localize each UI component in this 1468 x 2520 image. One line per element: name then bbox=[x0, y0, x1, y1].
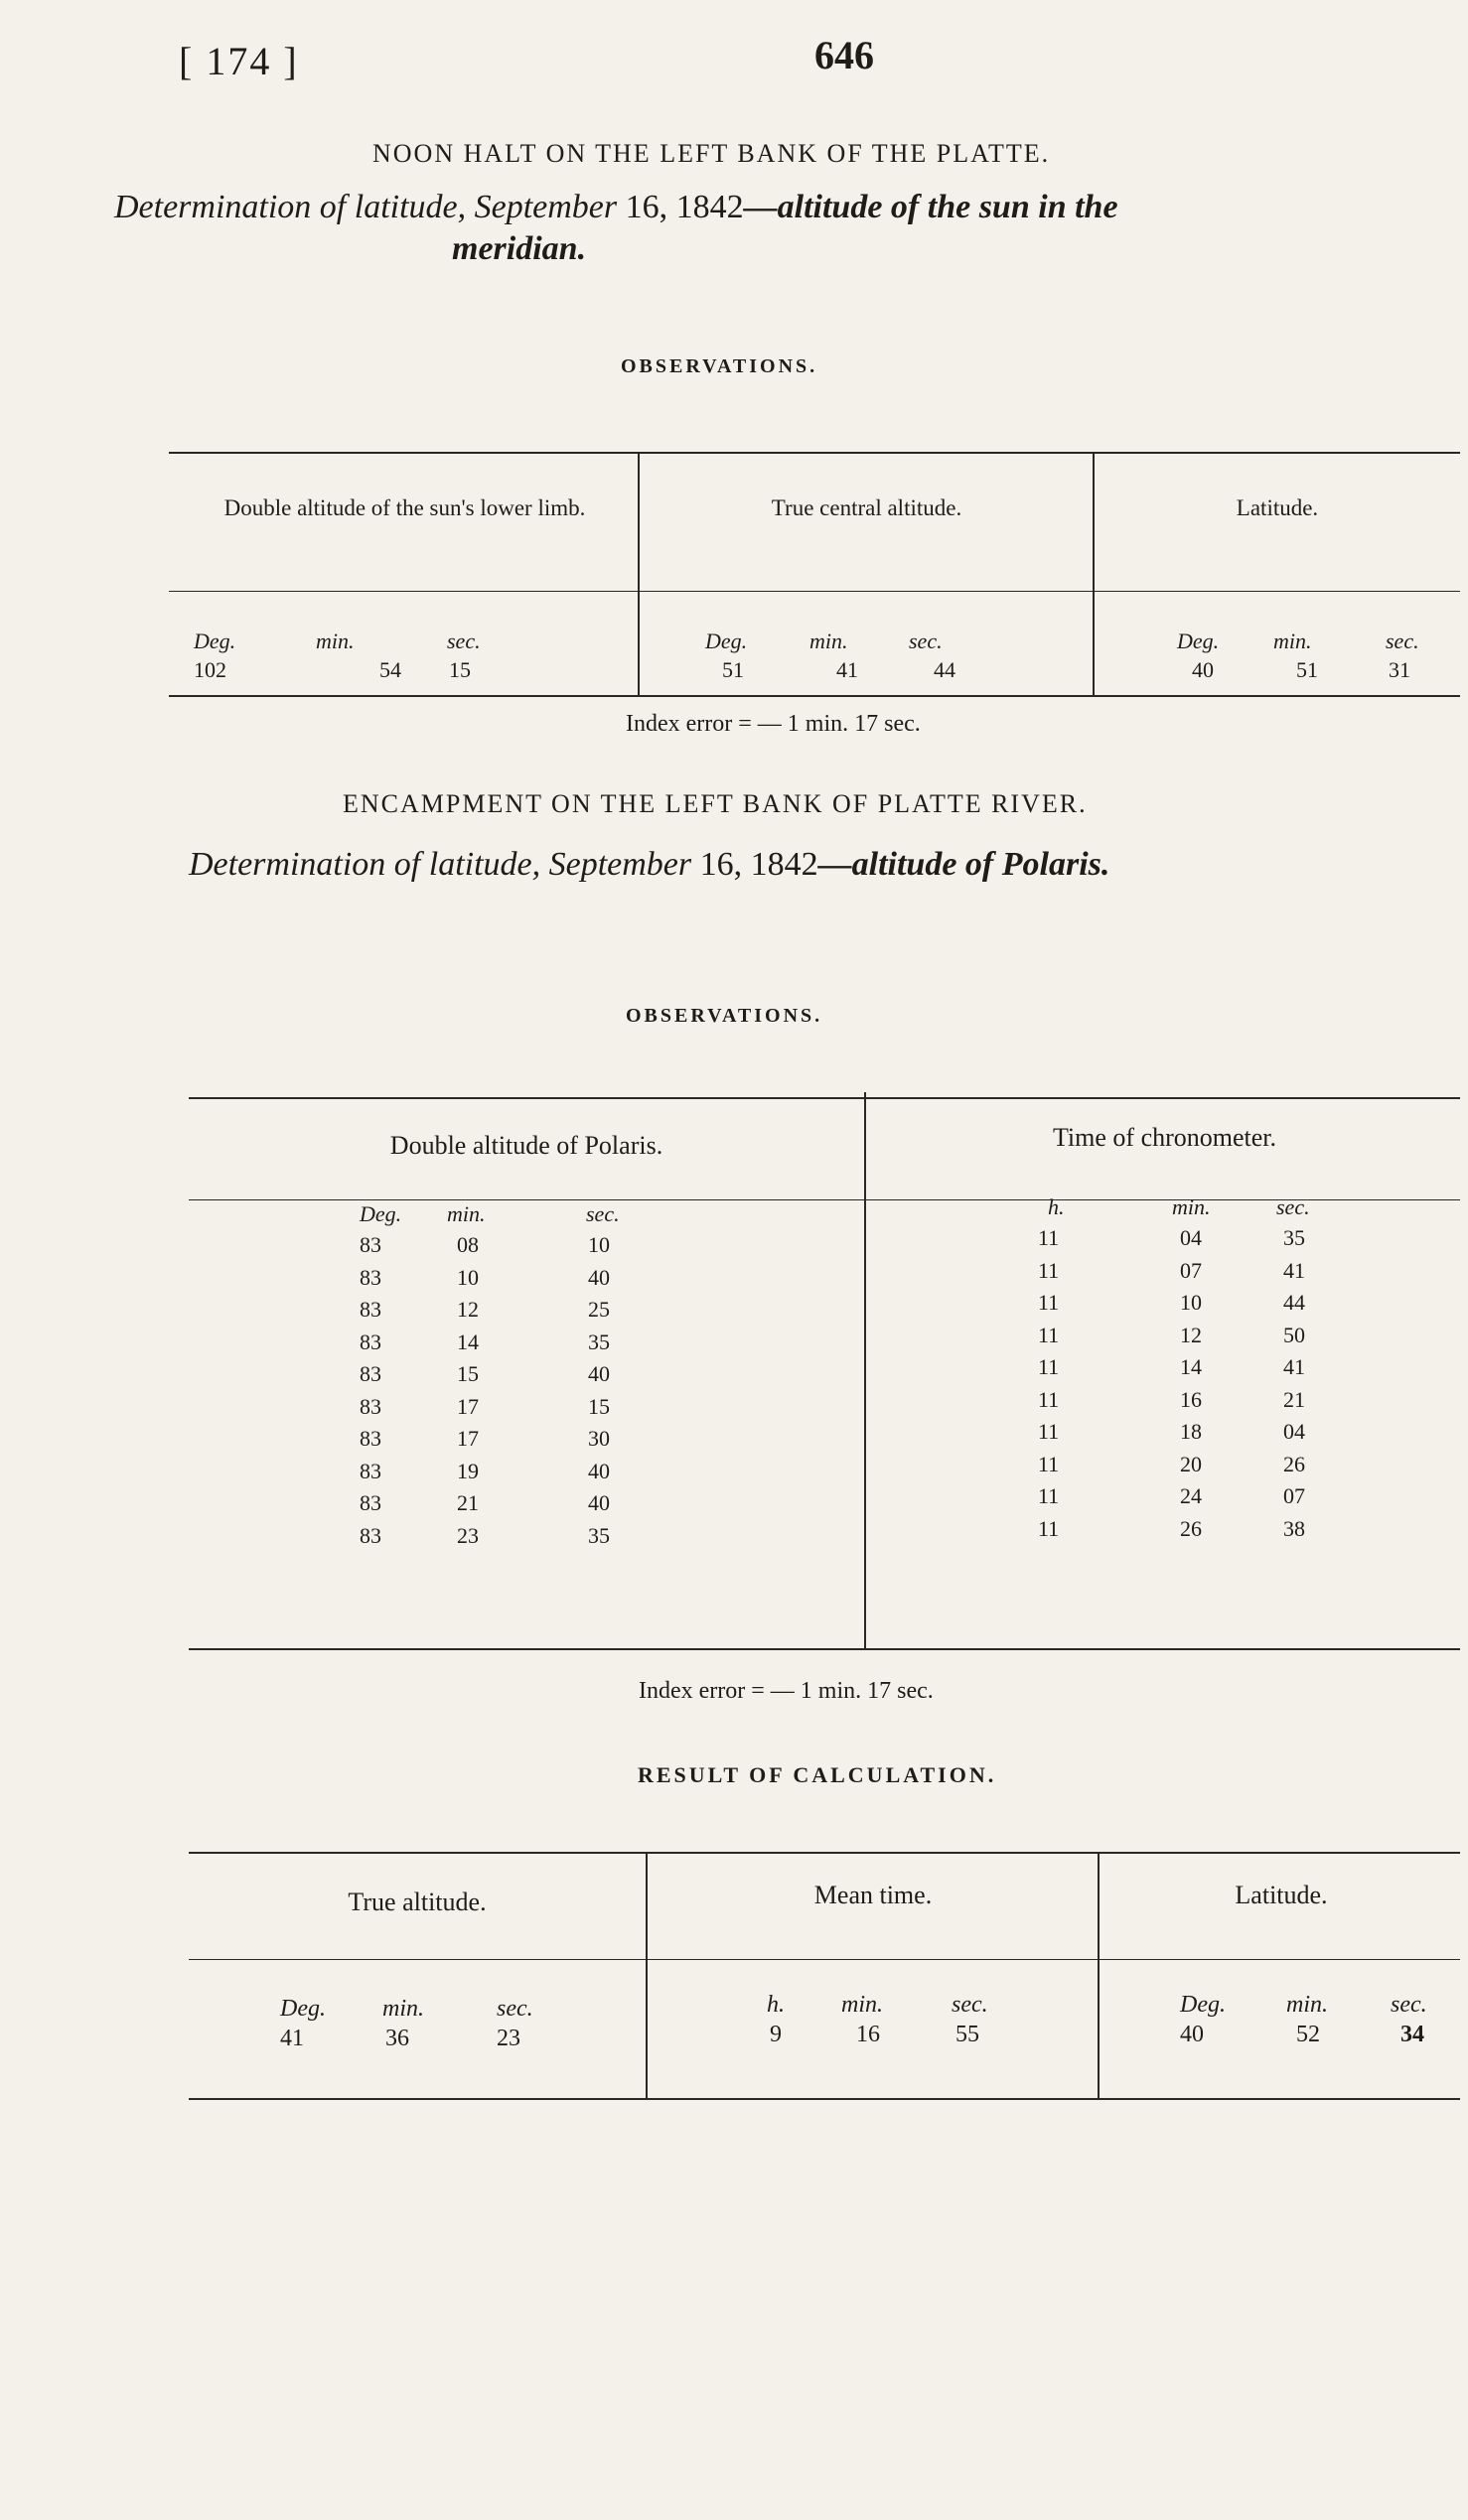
table3-header-true-altitude: True altitude. bbox=[348, 1888, 487, 1916]
table2-header-time-chronometer: Time of chronometer. bbox=[1052, 1123, 1277, 1152]
page-number: 646 bbox=[814, 33, 874, 77]
table2-min-cell: 17 bbox=[457, 1393, 479, 1419]
table1-unit-sec-1: sec. bbox=[447, 629, 481, 653]
table2-unit-deg: Deg. bbox=[360, 1201, 402, 1226]
table1-value-deg-1: 102 bbox=[194, 657, 226, 682]
table2-deg-cell: 83 bbox=[360, 1393, 381, 1419]
table2-col-min-right bbox=[1180, 1222, 1202, 1545]
table2-header-double-altitude-polaris: Double altitude of Polaris. bbox=[389, 1131, 663, 1160]
table3-bottom-rule bbox=[189, 2098, 1460, 2100]
section2-observations-label: OBSERVATIONS. bbox=[626, 1005, 823, 1027]
section1-subtitle-italic: Determination of latitude, September bbox=[114, 189, 618, 225]
table3-unit-deg-3: Deg. bbox=[1180, 1992, 1226, 2018]
table1-top-rule bbox=[169, 452, 1460, 454]
table2-sec-cell: 10 bbox=[588, 1232, 610, 1257]
table1-header-true-central-altitude: True central altitude. bbox=[771, 495, 962, 520]
table2-unit-sec-right: sec. bbox=[1276, 1194, 1310, 1219]
table3-unit-min-2: min. bbox=[841, 1992, 883, 2018]
table2-sec-right-cell: 41 bbox=[1283, 1354, 1305, 1379]
table1-divider-2 bbox=[1093, 454, 1095, 695]
table1-header-latitude: Latitude. bbox=[1236, 495, 1319, 520]
table2-sec-right-cell: 41 bbox=[1283, 1257, 1305, 1283]
section2-title: ENCAMPMENT ON THE LEFT BANK OF PLATTE RIVER. bbox=[343, 789, 1088, 818]
table1-value-min-2: 41 bbox=[836, 657, 858, 682]
table2-deg-cell: 83 bbox=[360, 1329, 381, 1354]
table2-min-cell: 08 bbox=[457, 1232, 479, 1257]
table2-sec-right-cell: 04 bbox=[1283, 1419, 1305, 1444]
table3-header-latitude: Latitude. bbox=[1235, 1881, 1328, 1909]
table1-value-sec-1: 15 bbox=[449, 657, 471, 682]
table2-deg-cell: 83 bbox=[360, 1361, 381, 1386]
table2-min-right-cell: 20 bbox=[1180, 1451, 1202, 1476]
table2-min-cell: 17 bbox=[457, 1426, 479, 1451]
table2-sec-cell: 25 bbox=[588, 1297, 610, 1322]
table2-min-cell: 19 bbox=[457, 1458, 479, 1483]
table2-sec-right-cell: 26 bbox=[1283, 1451, 1305, 1476]
table3-value-h-2: 9 bbox=[770, 2022, 782, 2047]
table2-sec-right-cell: 44 bbox=[1283, 1290, 1305, 1315]
table2-deg-cell: 83 bbox=[360, 1490, 381, 1515]
table2-min-right-cell: 10 bbox=[1180, 1290, 1202, 1315]
table2-col-sec bbox=[588, 1229, 610, 1552]
table3-divider-2 bbox=[1098, 1854, 1100, 2098]
table2-deg-cell: 83 bbox=[360, 1426, 381, 1451]
table2-sec-cell: 40 bbox=[588, 1264, 610, 1290]
table1-value-deg-3: 40 bbox=[1192, 657, 1214, 682]
bracket-page-number: [ 174 ] bbox=[179, 39, 299, 83]
table2-sec-right-cell: 07 bbox=[1283, 1483, 1305, 1508]
table1-unit-deg-1: Deg. bbox=[194, 629, 236, 653]
table2-min-right-cell: 04 bbox=[1180, 1225, 1202, 1250]
table2-h-cell: 11 bbox=[1038, 1322, 1060, 1347]
section1-index-error: Index error = — 1 min. 17 sec. bbox=[626, 711, 921, 737]
table2-min-cell: 10 bbox=[457, 1264, 479, 1290]
table2-col-deg bbox=[360, 1229, 381, 1552]
table3-unit-sec-1: sec. bbox=[497, 1996, 533, 2022]
table3-value-deg-3: 40 bbox=[1180, 2022, 1204, 2047]
table1-header-double-altitude: Double altitude of the sun's lower limb. bbox=[223, 495, 586, 520]
table3-value-min-3: 52 bbox=[1296, 2022, 1320, 2047]
table1-divider-1 bbox=[638, 454, 640, 695]
table2-unit-h: h. bbox=[1048, 1194, 1065, 1219]
table3-unit-sec-2: sec. bbox=[952, 1992, 988, 2018]
table3-header-mean-time: Mean time. bbox=[813, 1881, 933, 1909]
table3-top-rule bbox=[189, 1852, 1460, 1854]
table1-unit-sec-2: sec. bbox=[909, 629, 943, 653]
table2-sec-cell: 40 bbox=[588, 1361, 610, 1386]
table2-col-h bbox=[1038, 1222, 1059, 1545]
section1-subtitle-line1 bbox=[114, 189, 1118, 226]
table2-mid-rule bbox=[189, 1199, 1460, 1200]
table2-col-sec-right bbox=[1283, 1222, 1305, 1545]
section2-index-error: Index error = — 1 min. 17 sec. bbox=[639, 1678, 934, 1704]
section2-subtitle-italic: Determination of latitude, September bbox=[189, 846, 692, 883]
table2-sec-cell: 30 bbox=[588, 1426, 610, 1451]
table1-mid-rule bbox=[169, 591, 1460, 592]
table1-value-sec-2: 44 bbox=[934, 657, 955, 682]
table3-mid-rule bbox=[189, 1959, 1460, 1960]
table2-bottom-rule bbox=[189, 1648, 1460, 1650]
table1-unit-min-1: min. bbox=[316, 629, 355, 653]
table2-deg-cell: 83 bbox=[360, 1458, 381, 1483]
section2-subtitle-tail: —altitude of Polaris. bbox=[817, 846, 1110, 883]
table3-value-sec-2: 55 bbox=[955, 2022, 979, 2047]
table3-unit-sec-3: sec. bbox=[1391, 1992, 1427, 2018]
table2-h-cell: 11 bbox=[1038, 1257, 1060, 1283]
section1-observations-label: OBSERVATIONS. bbox=[621, 355, 818, 377]
section1-subtitle-line2: meridian. bbox=[452, 230, 587, 267]
table2-h-cell: 11 bbox=[1038, 1290, 1060, 1315]
table2-h-cell: 11 bbox=[1038, 1451, 1060, 1476]
table2-min-cell: 14 bbox=[457, 1329, 479, 1354]
table2-min-right-cell: 12 bbox=[1180, 1322, 1202, 1347]
table2-sec-right-cell: 21 bbox=[1283, 1386, 1305, 1412]
table2-min-right-cell: 07 bbox=[1180, 1257, 1202, 1283]
table2-divider bbox=[864, 1092, 866, 1648]
section1-subtitle-date: 16, 1842 bbox=[617, 189, 744, 225]
table2-unit-sec: sec. bbox=[586, 1201, 620, 1226]
section2-subtitle bbox=[189, 846, 1109, 884]
table2-sec-right-cell: 50 bbox=[1283, 1322, 1305, 1347]
table1-value-sec-3: 31 bbox=[1389, 657, 1410, 682]
table3-divider-1 bbox=[646, 1854, 648, 2098]
table2-sec-cell: 40 bbox=[588, 1458, 610, 1483]
table3-value-min-2: 16 bbox=[856, 2022, 880, 2047]
table2-unit-min-right: min. bbox=[1172, 1194, 1211, 1219]
table2-top-rule bbox=[189, 1097, 1460, 1099]
table2-sec-cell: 35 bbox=[588, 1329, 610, 1354]
table2-min-cell: 12 bbox=[457, 1297, 479, 1322]
table2-min-right-cell: 24 bbox=[1180, 1483, 1202, 1508]
table2-min-cell: 23 bbox=[457, 1522, 479, 1548]
table1-unit-deg-2: Deg. bbox=[705, 629, 748, 653]
table2-h-cell: 11 bbox=[1038, 1386, 1060, 1412]
table2-min-right-cell: 16 bbox=[1180, 1386, 1202, 1412]
table1-bottom-rule bbox=[169, 695, 1460, 697]
table3-unit-h-2: h. bbox=[767, 1992, 785, 2018]
table2-h-cell: 11 bbox=[1038, 1225, 1060, 1250]
table2-sec-cell: 40 bbox=[588, 1490, 610, 1515]
table3-unit-deg-1: Deg. bbox=[280, 1996, 326, 2022]
table1-value-min-1: 54 bbox=[379, 657, 401, 682]
table1-unit-min-3: min. bbox=[1273, 629, 1312, 653]
table3-value-deg-1: 41 bbox=[280, 2026, 304, 2051]
table2-h-cell: 11 bbox=[1038, 1354, 1060, 1379]
table2-deg-cell: 83 bbox=[360, 1232, 381, 1257]
section1-subtitle-tail: —altitude of the sun in the bbox=[743, 189, 1118, 225]
table3-unit-min-1: min. bbox=[382, 1996, 424, 2022]
table1-unit-min-2: min. bbox=[809, 629, 848, 653]
section2-subtitle-date: 16, 1842 bbox=[691, 846, 818, 883]
table2-min-cell: 21 bbox=[457, 1490, 479, 1515]
table3-value-sec-1: 23 bbox=[497, 2026, 520, 2051]
table3-value-min-1: 36 bbox=[385, 2026, 409, 2051]
table2-h-cell: 11 bbox=[1038, 1419, 1060, 1444]
table2-deg-cell: 83 bbox=[360, 1264, 381, 1290]
table2-h-cell: 11 bbox=[1038, 1515, 1060, 1541]
table2-sec-right-cell: 35 bbox=[1283, 1225, 1305, 1250]
table1-value-deg-2: 51 bbox=[722, 657, 744, 682]
table2-col-min bbox=[457, 1229, 479, 1552]
table2-min-right-cell: 14 bbox=[1180, 1354, 1202, 1379]
table2-deg-cell: 83 bbox=[360, 1522, 381, 1548]
section3-title: RESULT OF CALCULATION. bbox=[638, 1762, 997, 1787]
table2-h-cell: 11 bbox=[1038, 1483, 1060, 1508]
table1-value-min-3: 51 bbox=[1296, 657, 1318, 682]
table1-unit-deg-3: Deg. bbox=[1177, 629, 1220, 653]
table3-value-sec-3: 34 bbox=[1400, 2022, 1424, 2047]
section1-title: NOON HALT ON THE LEFT BANK OF THE PLATTE. bbox=[372, 139, 1051, 168]
table2-min-right-cell: 18 bbox=[1180, 1419, 1202, 1444]
table2-unit-min: min. bbox=[447, 1201, 486, 1226]
table3-unit-min-3: min. bbox=[1286, 1992, 1328, 2018]
table2-min-right-cell: 26 bbox=[1180, 1515, 1202, 1541]
table2-min-cell: 15 bbox=[457, 1361, 479, 1386]
table2-deg-cell: 83 bbox=[360, 1297, 381, 1322]
table2-sec-right-cell: 38 bbox=[1283, 1515, 1305, 1541]
table2-sec-cell: 15 bbox=[588, 1393, 610, 1419]
table2-sec-cell: 35 bbox=[588, 1522, 610, 1548]
table1-unit-sec-3: sec. bbox=[1386, 629, 1419, 653]
